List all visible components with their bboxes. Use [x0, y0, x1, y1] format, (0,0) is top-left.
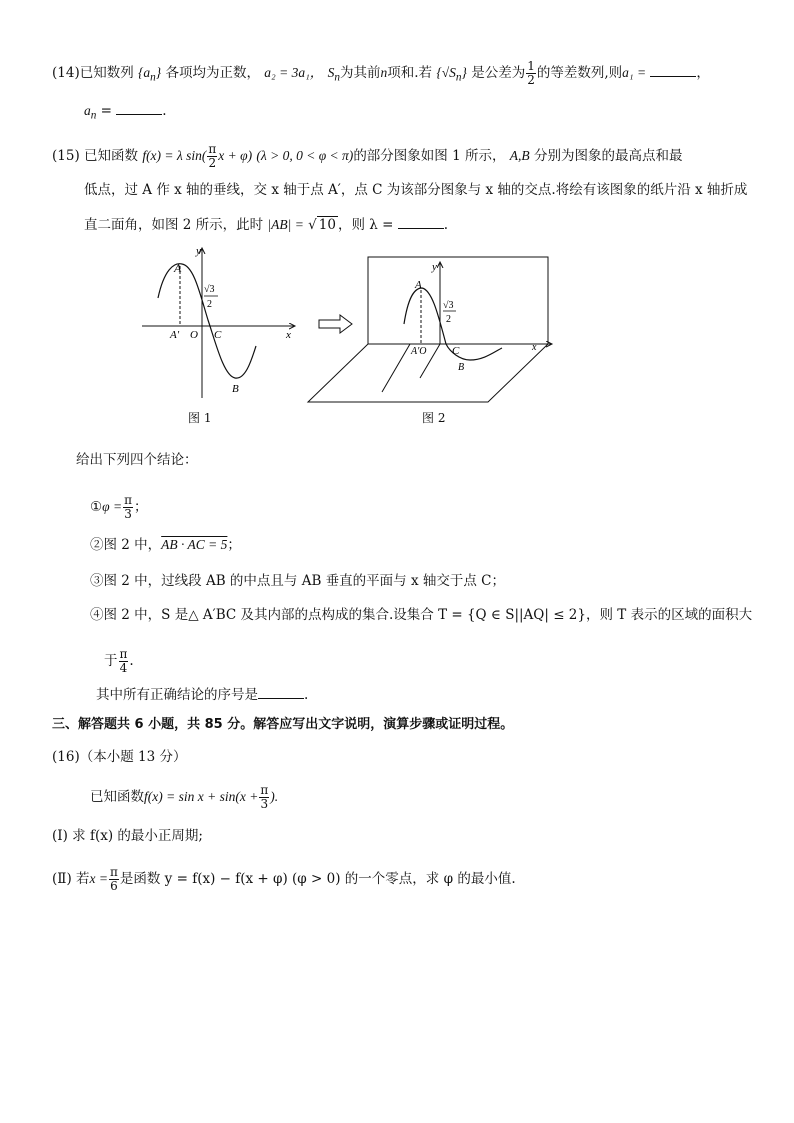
fig1-label-C: C: [214, 329, 222, 341]
q15-period: .: [443, 217, 449, 233]
q14-text: 的等差数列,则: [536, 65, 623, 81]
conclusions-question: 其中所有正确结论的序号是 .: [96, 687, 309, 703]
q15-line3: 直二面角，如图 2 所示，此时 |AB| = √ 10 ，则 λ = .: [84, 217, 449, 233]
figure-2-caption: 图 2: [422, 411, 446, 425]
fig1-label-A: A: [174, 261, 182, 275]
fig1-label-two: 2: [207, 299, 212, 310]
fig2-label-y: y: [432, 261, 437, 273]
fig1-label-y: y: [196, 245, 201, 257]
q16-part1: (Ⅰ) 求 f(x) 的最小正周期;: [52, 828, 203, 844]
q14-an: $a_n$: [84, 103, 97, 122]
q15-abs-ab: |AB| =: [267, 217, 304, 232]
fig2-label-B: B: [458, 362, 465, 373]
q15-condition: (λ > 0, 0 < φ < π): [256, 148, 354, 163]
q16-header: (16)（本小题 13 分）: [52, 749, 187, 765]
conclusion-1: ①φ = $\frac{\pi}{3}$ ；: [90, 493, 148, 521]
fig2-label-C: C: [452, 345, 460, 357]
q15-function: f(x) = λ sin(: [142, 148, 207, 163]
q14-period: .: [162, 103, 167, 119]
fig1-label-x: x: [286, 329, 291, 341]
fig2-vertical-plane: [368, 257, 548, 344]
conclusions-answer-blank[interactable]: [258, 686, 304, 699]
q14-comma: ，: [696, 65, 710, 81]
fig2-label-x: x: [532, 342, 537, 353]
section-3-title: 三、解答题共 6 小题，共 85 分。解答应写出文字说明，演算步骤或证明过程。: [52, 717, 514, 732]
q15-text: 分别为图象的最高点和最: [533, 148, 683, 164]
conclusion-3: ③图 2 中，过线段 AB 的中点且与 AB 垂直的平面与 x 轴交于点 C；: [90, 573, 505, 589]
fig1-sine-curve: [158, 264, 256, 378]
q14-n: n: [380, 65, 388, 80]
conclusions-intro: 给出下列四个结论：: [76, 452, 198, 468]
q14-seq: $\{a_n\}$: [138, 65, 162, 84]
q14-text: 是公差为: [471, 65, 526, 81]
q14-line1: [52, 60, 710, 87]
fig2-label-A: A: [415, 279, 422, 291]
q15-text: ，则 λ =: [337, 217, 394, 233]
q14-text: 项和.若: [387, 65, 433, 81]
q14-answer-blank-2[interactable]: [116, 102, 162, 115]
figure-2: [300, 252, 560, 407]
figure-1-caption: 图 1: [188, 411, 212, 425]
q15-answer-blank[interactable]: [398, 216, 444, 229]
fig1-label-B: B: [232, 383, 239, 395]
q14-line2: [84, 102, 167, 125]
q14-text: 为其前: [339, 65, 381, 81]
q15-number: (15): [52, 148, 80, 164]
q15-text: 的部分图象如图 1 所示，: [353, 148, 506, 164]
q15-sqrt10: 10: [318, 217, 336, 233]
fig2-horizontal-plane: [308, 344, 548, 402]
fig2-label-two: 2: [446, 314, 451, 325]
q15-function-end: x + φ): [218, 148, 253, 163]
q14-answer-blank-1[interactable]: [650, 64, 696, 77]
fig2-label-ApO: A′O: [411, 346, 427, 357]
q16-part2: (Ⅱ) 若x = $\frac{\pi}{6}$ 是函数 y = f(x) − f(x + φ) (φ > 0) 的一个零点，求 φ 的最小值.: [52, 865, 516, 893]
q14-eq: =: [100, 103, 112, 119]
q15-line2: 低点，过 A 作 x 轴的垂线，交 x 轴于点 A′，点 C 为该部分图象与 x 轴的交点.将绘有该图象的纸片沿 x 轴折成: [84, 182, 748, 198]
fig1-label-Ap: A′: [170, 329, 180, 341]
q15-points: A,B: [509, 148, 530, 163]
q14-sqrt-seq: $\{√S_n\}$: [436, 65, 467, 84]
c1-fraction: $\frac{\pi}{3}$: [124, 493, 132, 521]
q15-text: 已知函数: [84, 148, 139, 164]
fig1-label-O: O: [190, 329, 198, 341]
q15-text: 直二面角，如图 2 所示，此时: [84, 217, 264, 233]
q14-fraction: $\frac{1}{2}$: [527, 59, 535, 87]
q15-fraction: $\frac{\pi}{2}$: [208, 142, 217, 170]
fig2-ground-line-1: [382, 344, 410, 392]
c4-fraction: $\frac{\pi}{4}$: [119, 647, 128, 675]
conclusion-4: ④图 2 中，S 是△ A′BC 及其内部的点构成的集合.设集合 T = {Q ∈ S||AQ| ≤ 2}，则 T 表示的区域的面积大: [90, 607, 753, 623]
q14-sum: $S_n$: [327, 65, 340, 84]
q15-line1: [52, 143, 682, 170]
q14-text: 各项均为正数，: [165, 65, 260, 81]
figure-1: [130, 240, 310, 400]
fig1-label-sqrt3: √3: [204, 284, 215, 295]
q16-given: 已知函数f(x) = sin x + sin(x + $\frac{\pi}{3}$ ).: [90, 783, 279, 811]
conclusion-2: ②图 2 中，AB · AC = 5；: [90, 537, 241, 553]
q14-text: 已知数列: [79, 65, 134, 81]
q14-condition: a₂ = 3a₁，: [264, 65, 324, 80]
fig2-label-sqrt3: √3: [443, 300, 454, 311]
conclusion-4-cont: 于 $\frac{\pi}{4}$ .: [104, 647, 134, 675]
q16-part2-fraction: $\frac{\pi}{6}$: [110, 865, 118, 893]
q14-number: (14): [52, 65, 80, 81]
q16-fraction: $\frac{\pi}{3}$: [260, 783, 269, 811]
q14-a1: a₁ =: [622, 65, 647, 80]
